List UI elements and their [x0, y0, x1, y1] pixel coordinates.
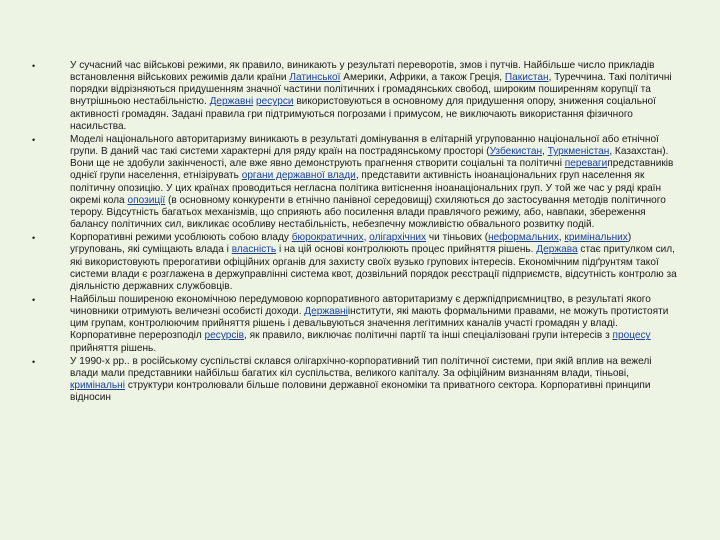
- text-run: ,: [542, 146, 548, 158]
- text-run: , представити активність іноанаціональних груп населення як політичну опозицію. У цих країнах проводиться негласна політика витіснення іноанаціональних груп. У той же час у ряді країн окремі кола: [70, 170, 662, 206]
- paragraph-text: [70, 60, 672, 132]
- text-run: структури контролювали більше половини державної економіки та приватного сектора. Корпоративні принципи відносин: [70, 380, 651, 404]
- text-run: використовуються в основному для придушення опору, зниження соціальної активності громадян. Задані правила гри підтримуються погрозами і примусом, не виключають використання фізичного насильства.: [70, 96, 656, 132]
- bullet-icon: •: [32, 233, 36, 244]
- text-run: , Казахстан). Вони ще не здобули закінченості, але вже явно демонструють прагнення створити соціальні та політичні: [70, 146, 669, 170]
- text-run: і на цій основі контролюють процес прийняття рішень.: [276, 244, 537, 256]
- paragraph-text: [70, 356, 652, 403]
- inline-link[interactable]: Державні: [209, 96, 254, 108]
- text-run: , Туреччина. Такі політичні порядки відрізняються придушенням значної частини політичних і громадянських свобод, широким поширенням корупції та внутрішньою нестабільністю.: [70, 72, 672, 108]
- paragraph-text: [70, 134, 673, 230]
- text-run: Америки, Африки, а також Греція,: [340, 72, 505, 84]
- bullet-list: [32, 60, 682, 405]
- text-run: Корпоративні режими усоблюють собою владу: [70, 232, 292, 244]
- text-run: У сучасний час військові режими, як правило, виникають у результаті переворотів, змов і путчів. Найбільше число прикладів встановлення військових режимів дали країни: [70, 60, 655, 84]
- text-run: чи тіньових (: [426, 232, 489, 244]
- bullet-icon: •: [32, 294, 36, 305]
- inline-link[interactable]: кримінальних: [564, 232, 628, 244]
- text-run: У 1990-х рр.. в російському суспільстві склався олігархічно-корпоративний тип політичної системи, при якій вплив на вежелі влади мали представники найбільш багатих кіл суспільства, великого капіталу. За офіційним визнанням влади, тіньові,: [70, 355, 652, 379]
- text-run: інститути, які мають формальними правами, не можуть протистояти цим групам, контролюючим прийняття рішень і девальвуються значення легітимних каналів участі громадян у владі. Корпоративне перерозподіл: [70, 306, 669, 342]
- list-item: [32, 356, 682, 405]
- inline-link[interactable]: Латинської: [289, 72, 341, 84]
- text-run: , як правило, виключає політичні партії та інші спеціалізовані групи інтересів з: [244, 330, 613, 342]
- list-item: [32, 294, 682, 355]
- text-run: (в основному конкуренти в етнічно панівної середовищі) схиляються до застосування методів політичного терору. Відсутність багатьох механізмів, що сприяють або посилення влади правлячого режиму, або, навпаки, збереження балансу політичних сил, викликає особливу нестабільність, небезпечну можливістю обвального розвитку подій.: [70, 194, 666, 231]
- text-run: ,: [363, 232, 370, 244]
- inline-link[interactable]: бюрократичних: [291, 232, 364, 244]
- inline-link[interactable]: переваги: [564, 158, 608, 170]
- inline-link[interactable]: Державні: [304, 306, 348, 318]
- inline-link[interactable]: опозиції: [127, 194, 166, 206]
- text-run: Найбільш поширеною економічною передумовою корпоративного авторитаризму є держпідприємництво, в результаті якого чиновники отримують величезні особисті доходи.: [70, 293, 651, 318]
- inline-link[interactable]: неформальних: [488, 232, 559, 244]
- inline-link[interactable]: Туркменістан: [547, 146, 610, 158]
- inline-link[interactable]: Узбекистан: [489, 146, 543, 158]
- list-item: [32, 134, 682, 231]
- inline-link[interactable]: Пакистан: [504, 72, 549, 84]
- list-item: [32, 60, 682, 133]
- bullet-icon: •: [32, 356, 36, 367]
- paragraph-text: [70, 294, 668, 354]
- inline-link[interactable]: власність: [231, 244, 277, 256]
- text-run: представників однієї групи населення, етнізірувать: [70, 158, 674, 182]
- inline-link[interactable]: процесу: [612, 330, 651, 342]
- inline-link[interactable]: органи державної влади: [241, 170, 356, 182]
- text-run: ) угруповань, які суміщають влада і: [70, 232, 632, 256]
- paragraph-text: [70, 232, 677, 292]
- inline-link[interactable]: кримінальні: [70, 380, 126, 392]
- bullet-icon: •: [32, 134, 36, 145]
- bullet-icon: •: [32, 61, 36, 71]
- text-run: стає притулком сил, які використовують прерогативи офіційних органів для захисту своїх вузько групових інтересів. Економічним підґрунтям такої системи влади є розглажена в держуправлінні система квот, дозвільний порядок реєстрації підприємств, відсутність контролю за діяльністю державних службовців.: [70, 244, 677, 292]
- inline-link[interactable]: Держава: [536, 244, 578, 256]
- text-run: Моделі національного авторитаризму виникають в результаті домінування в елітарній угрупованню національної або етнічної групи. В даний час такі системи характерні для ряду країн на пострадянському просторі (: [70, 133, 659, 158]
- inline-link[interactable]: олігархічних: [369, 232, 427, 244]
- text-run: ,: [558, 232, 565, 244]
- text-run: прийняття рішень.: [70, 342, 157, 354]
- inline-link[interactable]: ресурсів: [204, 330, 245, 342]
- inline-link[interactable]: ресурси: [256, 96, 294, 108]
- list-item: [32, 232, 682, 293]
